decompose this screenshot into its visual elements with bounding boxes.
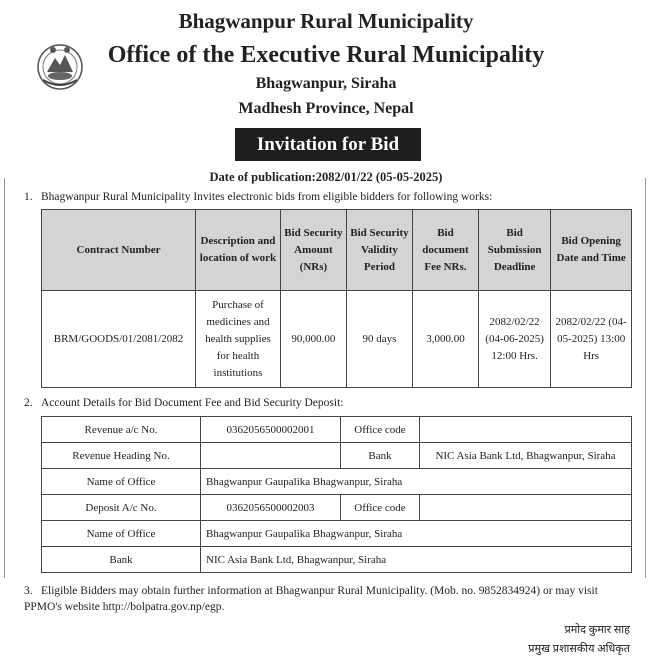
cell-description: Purchase of medicines and health supplies for health institutions	[196, 291, 281, 388]
bank-label-2: Bank	[42, 547, 201, 573]
cell-opening: 2082/02/22 (04-05-2025) 13:00 Hrs	[551, 291, 632, 388]
name-office-value: Bhagwanpur Gaupalika Bhagwanpur, Siraha	[201, 469, 632, 495]
item-3-number: 3.	[24, 585, 33, 597]
item-1	[24, 191, 492, 203]
item-2-text: Account Details for Bid Document Fee and Bid Security Deposit:	[41, 397, 344, 409]
deposit-ac-label: Deposit A/c No.	[42, 495, 201, 521]
page-border-right	[645, 178, 646, 578]
item-2-number: 2.	[24, 397, 33, 409]
cell-validity: 90 days	[346, 291, 412, 388]
table-row	[42, 521, 632, 547]
office-location: Bhagwanpur, Siraha	[255, 75, 397, 92]
item-3-text: Eligible Bidders may obtain further information at Bhagwanpur Rural Municipality. (Mob. no. 9852834924) or may visit PPMO's website http://bolpatra.gov.np/egp.	[24, 585, 598, 613]
bid-table	[41, 209, 632, 388]
col-contract-number: Contract Number	[42, 210, 196, 291]
province: Madhesh Province, Nepal	[238, 100, 414, 117]
col-description: Description and location of work	[196, 210, 281, 291]
cell-amount: 90,000.00	[280, 291, 346, 388]
bank-value: NIC Asia Bank Ltd, Bhagwanpur, Siraha	[420, 443, 632, 469]
publication-date: Date of publication:2082/01/22 (05-05-2025)	[209, 170, 443, 184]
bid-table-header	[42, 210, 632, 291]
col-security-amount: Bid Security Amount (NRs)	[280, 210, 346, 291]
office-code-label-2: Office code	[341, 495, 420, 521]
municipality-name: Bhagwanpur Rural Municipality	[178, 9, 474, 33]
page-border-left	[4, 178, 5, 578]
bank-value-2: NIC Asia Bank Ltd, Bhagwanpur, Siraha	[201, 547, 632, 573]
item-3	[24, 583, 629, 615]
revenue-ac-value: 0362056500002001	[201, 417, 341, 443]
cell-contract: BRM/GOODS/01/2081/2082	[42, 291, 196, 388]
revenue-heading-label: Revenue Heading No.	[42, 443, 201, 469]
revenue-ac-label: Revenue a/c No.	[42, 417, 201, 443]
notice-title: Invitation for Bid	[235, 128, 421, 161]
deposit-ac-value: 0362056500002003	[201, 495, 341, 521]
table-row	[42, 291, 632, 388]
bank-label: Bank	[341, 443, 420, 469]
name-office-label: Name of Office	[42, 469, 201, 495]
office-code-label: Office code	[341, 417, 420, 443]
office-code-value	[420, 417, 632, 443]
item-1-text: Bhagwanpur Rural Municipality Invites electronic bids from eligible bidders for following works:	[41, 191, 493, 203]
table-row	[42, 443, 632, 469]
col-security-validity: Bid Security Validity Period	[346, 210, 412, 291]
table-row	[42, 469, 632, 495]
signatory-name: प्रमोद कुमार साह	[564, 624, 630, 636]
table-row	[42, 417, 632, 443]
cell-fee: 3,000.00	[412, 291, 478, 388]
table-row	[42, 547, 632, 573]
name-office-label-2: Name of Office	[42, 521, 201, 547]
cell-submission: 2082/02/22 (04-06-2025) 12:00 Hrs.	[478, 291, 550, 388]
item-1-number: 1.	[24, 191, 33, 203]
office-name: Office of the Executive Rural Municipality	[107, 42, 545, 68]
signatory-designation: प्रमुख प्रशासकीय अधिकृत	[528, 643, 630, 655]
col-document-fee: Bid document Fee NRs.	[412, 210, 478, 291]
item-2	[24, 397, 343, 409]
col-submission-deadline: Bid Submission Deadline	[478, 210, 550, 291]
table-row	[42, 495, 632, 521]
col-opening-date: Bid Opening Date and Time	[551, 210, 632, 291]
office-code-value-2	[420, 495, 632, 521]
revenue-heading-value	[201, 443, 341, 469]
name-office-value-2: Bhagwanpur Gaupalika Bhagwanpur, Siraha	[201, 521, 632, 547]
account-table	[41, 416, 632, 573]
